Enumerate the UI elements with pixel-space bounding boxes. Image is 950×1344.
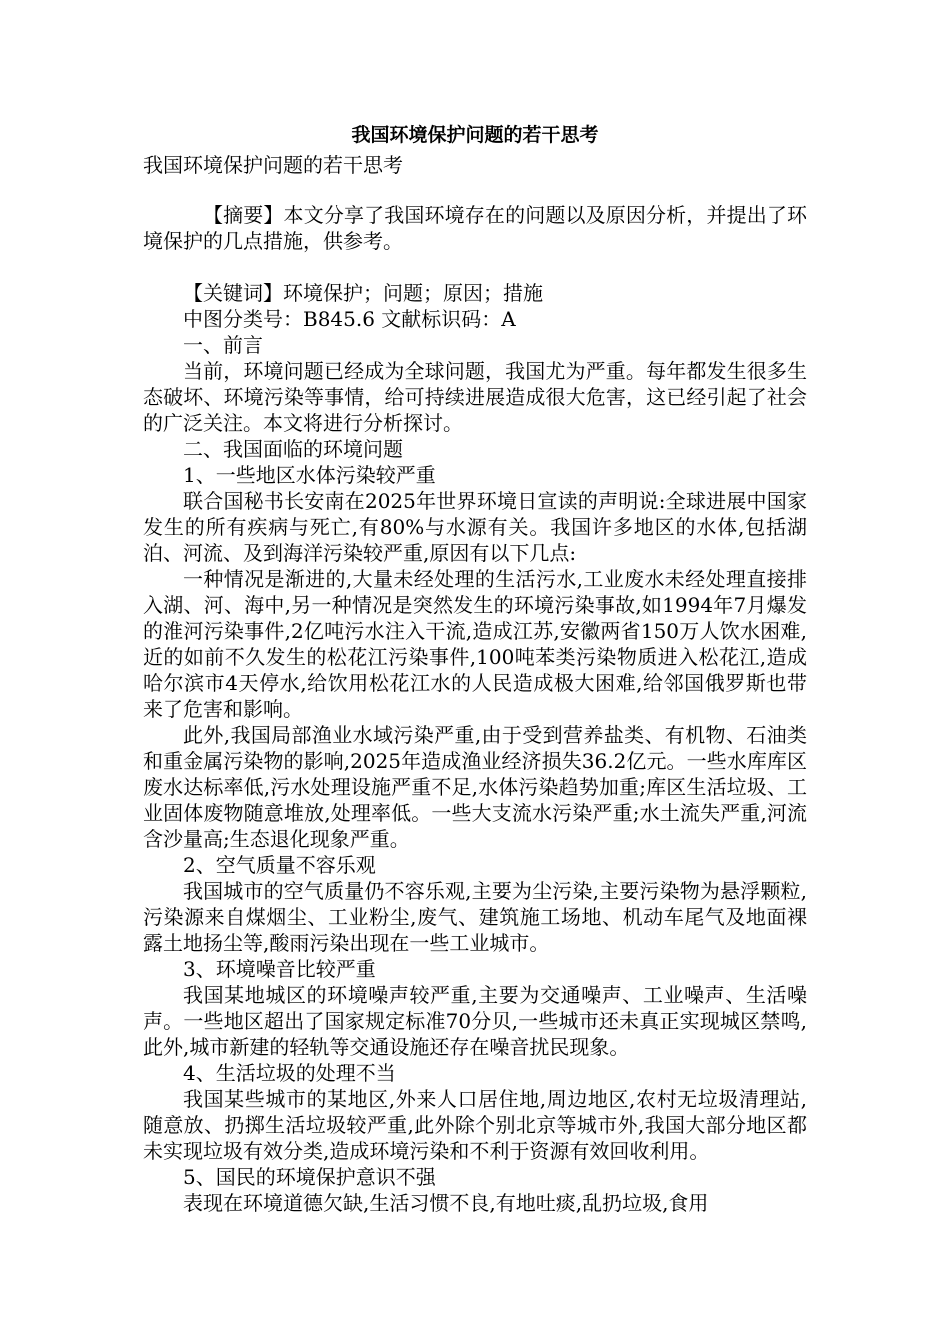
section-heading-problems: 二、我国面临的环境问题: [183, 437, 403, 461]
intro-paragraph: 当前，环境问题已经成为全球问题，我国尤为严重。每年都发生很多生态破坏、环境污染等事情，给可持续进展造成很大危害，这已经引起了社会的广泛关注。本文将进行分析探讨。: [143, 359, 807, 435]
awareness-paragraph: 表现在环境道德欠缺,生活习惯不良,有地吐痰,乱扔垃圾,食用: [183, 1191, 709, 1215]
abstract-paragraph: 【摘要】本文分享了我国环境存在的问题以及原因分析，并提出了环境保护的几点措施，供参考。: [143, 203, 807, 253]
section-heading-intro: 一、前言: [183, 333, 263, 357]
document-title: 我国环境保护问题的若干思考: [351, 124, 599, 146]
subheading-garbage: 4、生活垃圾的处理不当: [183, 1061, 396, 1085]
water-paragraph-2: 一种情况是渐进的,大量未经处理的生活污水,工业废水未经处理直接排入湖、河、海中,另一种情况是突然发生的环境污染事故,如1994年7月爆发的淮河污染事件,2亿吨污水注入干流,造成江苏,安徽两省150万人饮水困难,近的如前不久发生的松花江污染事件,100吨苯类污染物质进入松花江,造成哈尔滨市4天停水,给饮用松花江水的人民造成极大困难,给邻国俄罗斯也带来了危害和影响。: [143, 567, 807, 721]
noise-paragraph: 我国某地城区的环境噪声较严重,主要为交通噪声、工业噪声、生活噪声。一些地区超出了国家规定标准70分贝,一些城市还未真正实现城区禁鸣,此外,城市新建的轻轨等交通设施还存在噪音扰民现象。: [143, 983, 807, 1059]
subheading-awareness: 5、国民的环境保护意识不强: [183, 1165, 436, 1189]
subheading-air: 2、空气质量不容乐观: [183, 853, 376, 877]
subheading-water: 1、一些地区水体污染较严重: [183, 463, 436, 487]
subheading-noise: 3、环境噪音比较严重: [183, 957, 376, 981]
water-paragraph-3: 此外,我国局部渔业水域污染严重,由于受到营养盐类、有机物、石油类和重金属污染物的影响,2025年造成渔业经济损失36.2亿元。一些水库库区废水达标率低,污水处理设施严重不足,水体污染趋势加重;库区生活垃圾、工业固体废物随意堆放,处理率低。一些大支流水污染严重;水土流失严重,河流含沙量高;生态退化现象严重。: [143, 723, 807, 851]
water-paragraph-1: 联合国秘书长安南在2025年世界环境日宣读的声明说:全球进展中国家发生的所有疾病与死亡,有80%与水源有关。我国许多地区的水体,包括湖泊、河流、及到海洋污染较严重,原因有以下几点:: [143, 489, 807, 565]
classification-line: 中图分类号：B845.6 文献标识码：A: [183, 307, 516, 331]
air-paragraph: 我国城市的空气质量仍不容乐观,主要为尘污染,主要污染物为悬浮颗粒,污染源来自煤烟尘、工业粉尘,废气、建筑施工场地、机动车尾气及地面裸露土地扬尘等,酸雨污染出现在一些工业城市。: [143, 879, 807, 955]
keywords-line: 【关键词】环境保护；问题；原因；措施: [183, 281, 543, 305]
spacer: [143, 254, 807, 280]
document-body: [143, 118, 807, 1216]
garbage-paragraph: 我国某些城市的某地区,外来人口居住地,周边地区,农村无垃圾清理站,随意放、扔掷生活垃圾较严重,此外除个别北京等城市外,我国大部分地区都未实现垃圾有效分类,造成环境污染和不利于资源有效回收利用。: [143, 1087, 807, 1163]
document-subtitle: 我国环境保护问题的若干思考: [143, 153, 403, 177]
